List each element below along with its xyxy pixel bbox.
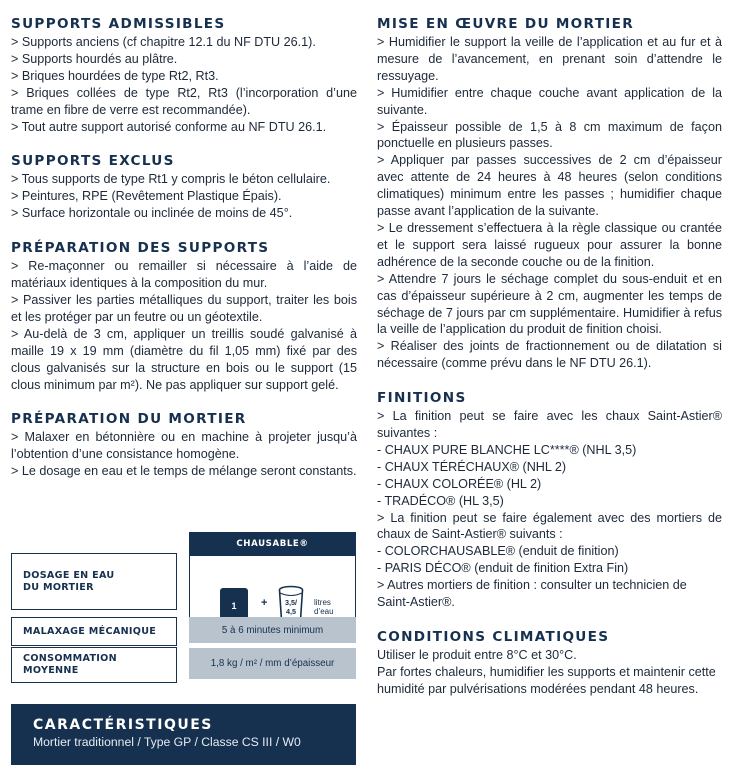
- row-value-consommation: 1,8 kg / m² / mm d’épaisseur: [189, 648, 356, 679]
- list-item: > La finition peut se faire avec les chaux Saint-Astier® suivantes :: [377, 409, 722, 441]
- unit-line-2: d’eau: [314, 607, 334, 616]
- list-item: > Au-delà de 3 cm, appliquer un treillis soudé galvanisé à maille 19 x 19 mm (diamètre du fil 1,05 mm) fixé par des clous galvanisés sur la structure en bois ou le support (15 clous minimum par m²). Ne pas appliquer sur support gelé.: [11, 326, 357, 392]
- paragraph: Utiliser le produit entre 8°C et 30°C.: [377, 648, 577, 662]
- list-item: > Supports hourdés au plâtre.: [11, 51, 178, 66]
- left-column: [11, 15, 357, 497]
- row-value-malaxage: 5 à 6 minutes minimum: [189, 617, 356, 643]
- plus-sign: +: [261, 597, 268, 609]
- unit-line-1: litres: [314, 598, 331, 607]
- list-item: - COLORCHAUSABLE® (enduit de finition): [377, 544, 619, 559]
- caracteristiques-subtitle: Mortier traditionnel / Type GP / Classe CS III / W0: [33, 735, 301, 749]
- list-item: - PARIS DÉCO® (enduit de finition Extra Fin): [377, 561, 629, 576]
- section-title: FINITIONS: [377, 390, 467, 407]
- list-item: > Briques hourdées de type Rt2, Rt3.: [11, 68, 219, 83]
- section-title: PRÉPARATION DES SUPPORTS: [11, 240, 270, 257]
- label-line: DU MORTIER: [23, 581, 94, 593]
- caracteristiques-box: [11, 704, 356, 765]
- list-item: > Attendre 7 jours le séchage complet du sous-enduit et en cas d’épaisseur supérieure à 2 cm, augmenter les temps de séchage de 7 jours par cm supplémentaire. Humidifier à refus la veille de l’application du produit de finition choisi.: [377, 271, 722, 337]
- table-header-chausable: CHAUSABLE®: [189, 532, 356, 556]
- row-label-dosage: [11, 553, 177, 610]
- list-item: > Surface horizontale ou inclinée de moins de 45°.: [11, 206, 293, 221]
- bucket-label: [278, 598, 304, 616]
- list-item: > Épaisseur possible de 1,5 à 8 cm maximum de façon ponctuelle en plusieurs passes.: [377, 119, 722, 151]
- section-supports-admissibles: [11, 15, 357, 135]
- label-line: DOSAGE EN EAU: [23, 569, 115, 581]
- section-title: PRÉPARATION DU MORTIER: [11, 411, 247, 428]
- paragraph: Par fortes chaleurs, humidifier les supports et maintenir cette humidité par pulvérisations modérées pendant 48 heures.: [377, 664, 716, 696]
- section-title: MISE EN ŒUVRE DU MORTIER: [377, 16, 634, 32]
- section-supports-exclus: [11, 152, 357, 222]
- list-item: > Briques collées de type Rt2, Rt3 (l’incorporation d’une trame en fibre de verre est recommandée).: [11, 85, 357, 117]
- section-title: SUPPORTS ADMISSIBLES: [11, 16, 226, 32]
- section-preparation-supports: [11, 239, 357, 393]
- list-item: > Humidifier le support la veille de l’application et au fur et à mesure de l’avancement, en prenant soin d’attendre le ressuyage.: [377, 35, 722, 83]
- section-finitions: [377, 389, 722, 611]
- section-preparation-mortier: [11, 410, 357, 480]
- section-conditions-climatiques: [377, 628, 722, 698]
- list-item: > Autres mortiers de finition : consulter un technicien de Saint-Astier®.: [377, 578, 687, 610]
- row-label-consommation: [11, 647, 177, 683]
- list-item: > Le dressement s’effectuera à la règle classique ou crantée et le support sera laissé rugueux pour assurer la bonne adhérence de la seconde couche ou de la finition.: [377, 220, 722, 269]
- water-unit-label: [314, 598, 334, 616]
- row-label-malaxage: [11, 617, 177, 646]
- list-item: > Tous supports de type Rt1 y compris le béton cellulaire.: [11, 172, 331, 187]
- list-item: > Supports anciens (cf chapitre 12.1 du NF DTU 26.1).: [11, 35, 316, 49]
- list-item: > Le dosage en eau et le temps de mélange seront constants.: [11, 464, 357, 479]
- right-column: [377, 15, 722, 715]
- list-item: > Malaxer en bétonnière ou en machine à projeter jusqu’à l’obtention d’une consistance homogène.: [11, 430, 357, 462]
- bucket-line-2: 4,5: [286, 607, 296, 616]
- list-item: > Passiver les parties métalliques du support, traiter les bois et les protéger par un feutre ou un géotextile.: [11, 292, 357, 324]
- list-item: > Appliquer par passes successives de 2 cm d’épaisseur avec attente de 24 heures à 48 heures (selon conditions climatiques) minimum entre les passes ; humidifier chaque passe avant l’application de la suivante.: [377, 153, 722, 219]
- bag-count: 1: [231, 601, 237, 611]
- caracteristiques-title: CARACTÉRISTIQUES: [33, 717, 213, 733]
- list-item: - CHAUX TÉRÉCHAUX® (NHL 2): [377, 459, 567, 474]
- list-item: - CHAUX PURE BLANCHE LC****® (NHL 3,5): [377, 442, 637, 457]
- label-line: MOYENNE: [23, 665, 79, 676]
- list-item: - CHAUX COLORÉE® (HL 2): [377, 476, 542, 491]
- section-mise-en-oeuvre: [377, 15, 722, 372]
- section-title: SUPPORTS EXCLUS: [11, 153, 175, 170]
- label-line: CONSOMMATION: [23, 653, 117, 664]
- list-item: - TRADÉCO® (HL 3,5): [377, 493, 504, 508]
- list-item: > Réaliser des joints de fractionnement ou de dilatation si nécessaire (comme prévu dans le NF DTU 26.1).: [377, 339, 722, 371]
- mortar-table: [11, 532, 357, 682]
- list-item: > La finition peut se faire également avec des mortiers de chaux de Saint-Astier® suivants :: [377, 510, 722, 542]
- list-item: > Tout autre support autorisé conforme au NF DTU 26.1.: [11, 119, 327, 134]
- list-item: > Re-maçonner ou remailler si nécessaire à l’aide de matériaux identiques à la composition du mur.: [11, 259, 357, 291]
- section-title: CONDITIONS CLIMATIQUES: [377, 629, 610, 645]
- list-item: > Humidifier entre chaque couche avant application de la suivante.: [377, 85, 722, 117]
- label-line: MALAXAGE MÉCANIQUE: [23, 625, 157, 637]
- bucket-line-1: 3,5/: [285, 598, 297, 607]
- list-item: > Peintures, RPE (Revêtement Plastique Épais).: [11, 189, 282, 204]
